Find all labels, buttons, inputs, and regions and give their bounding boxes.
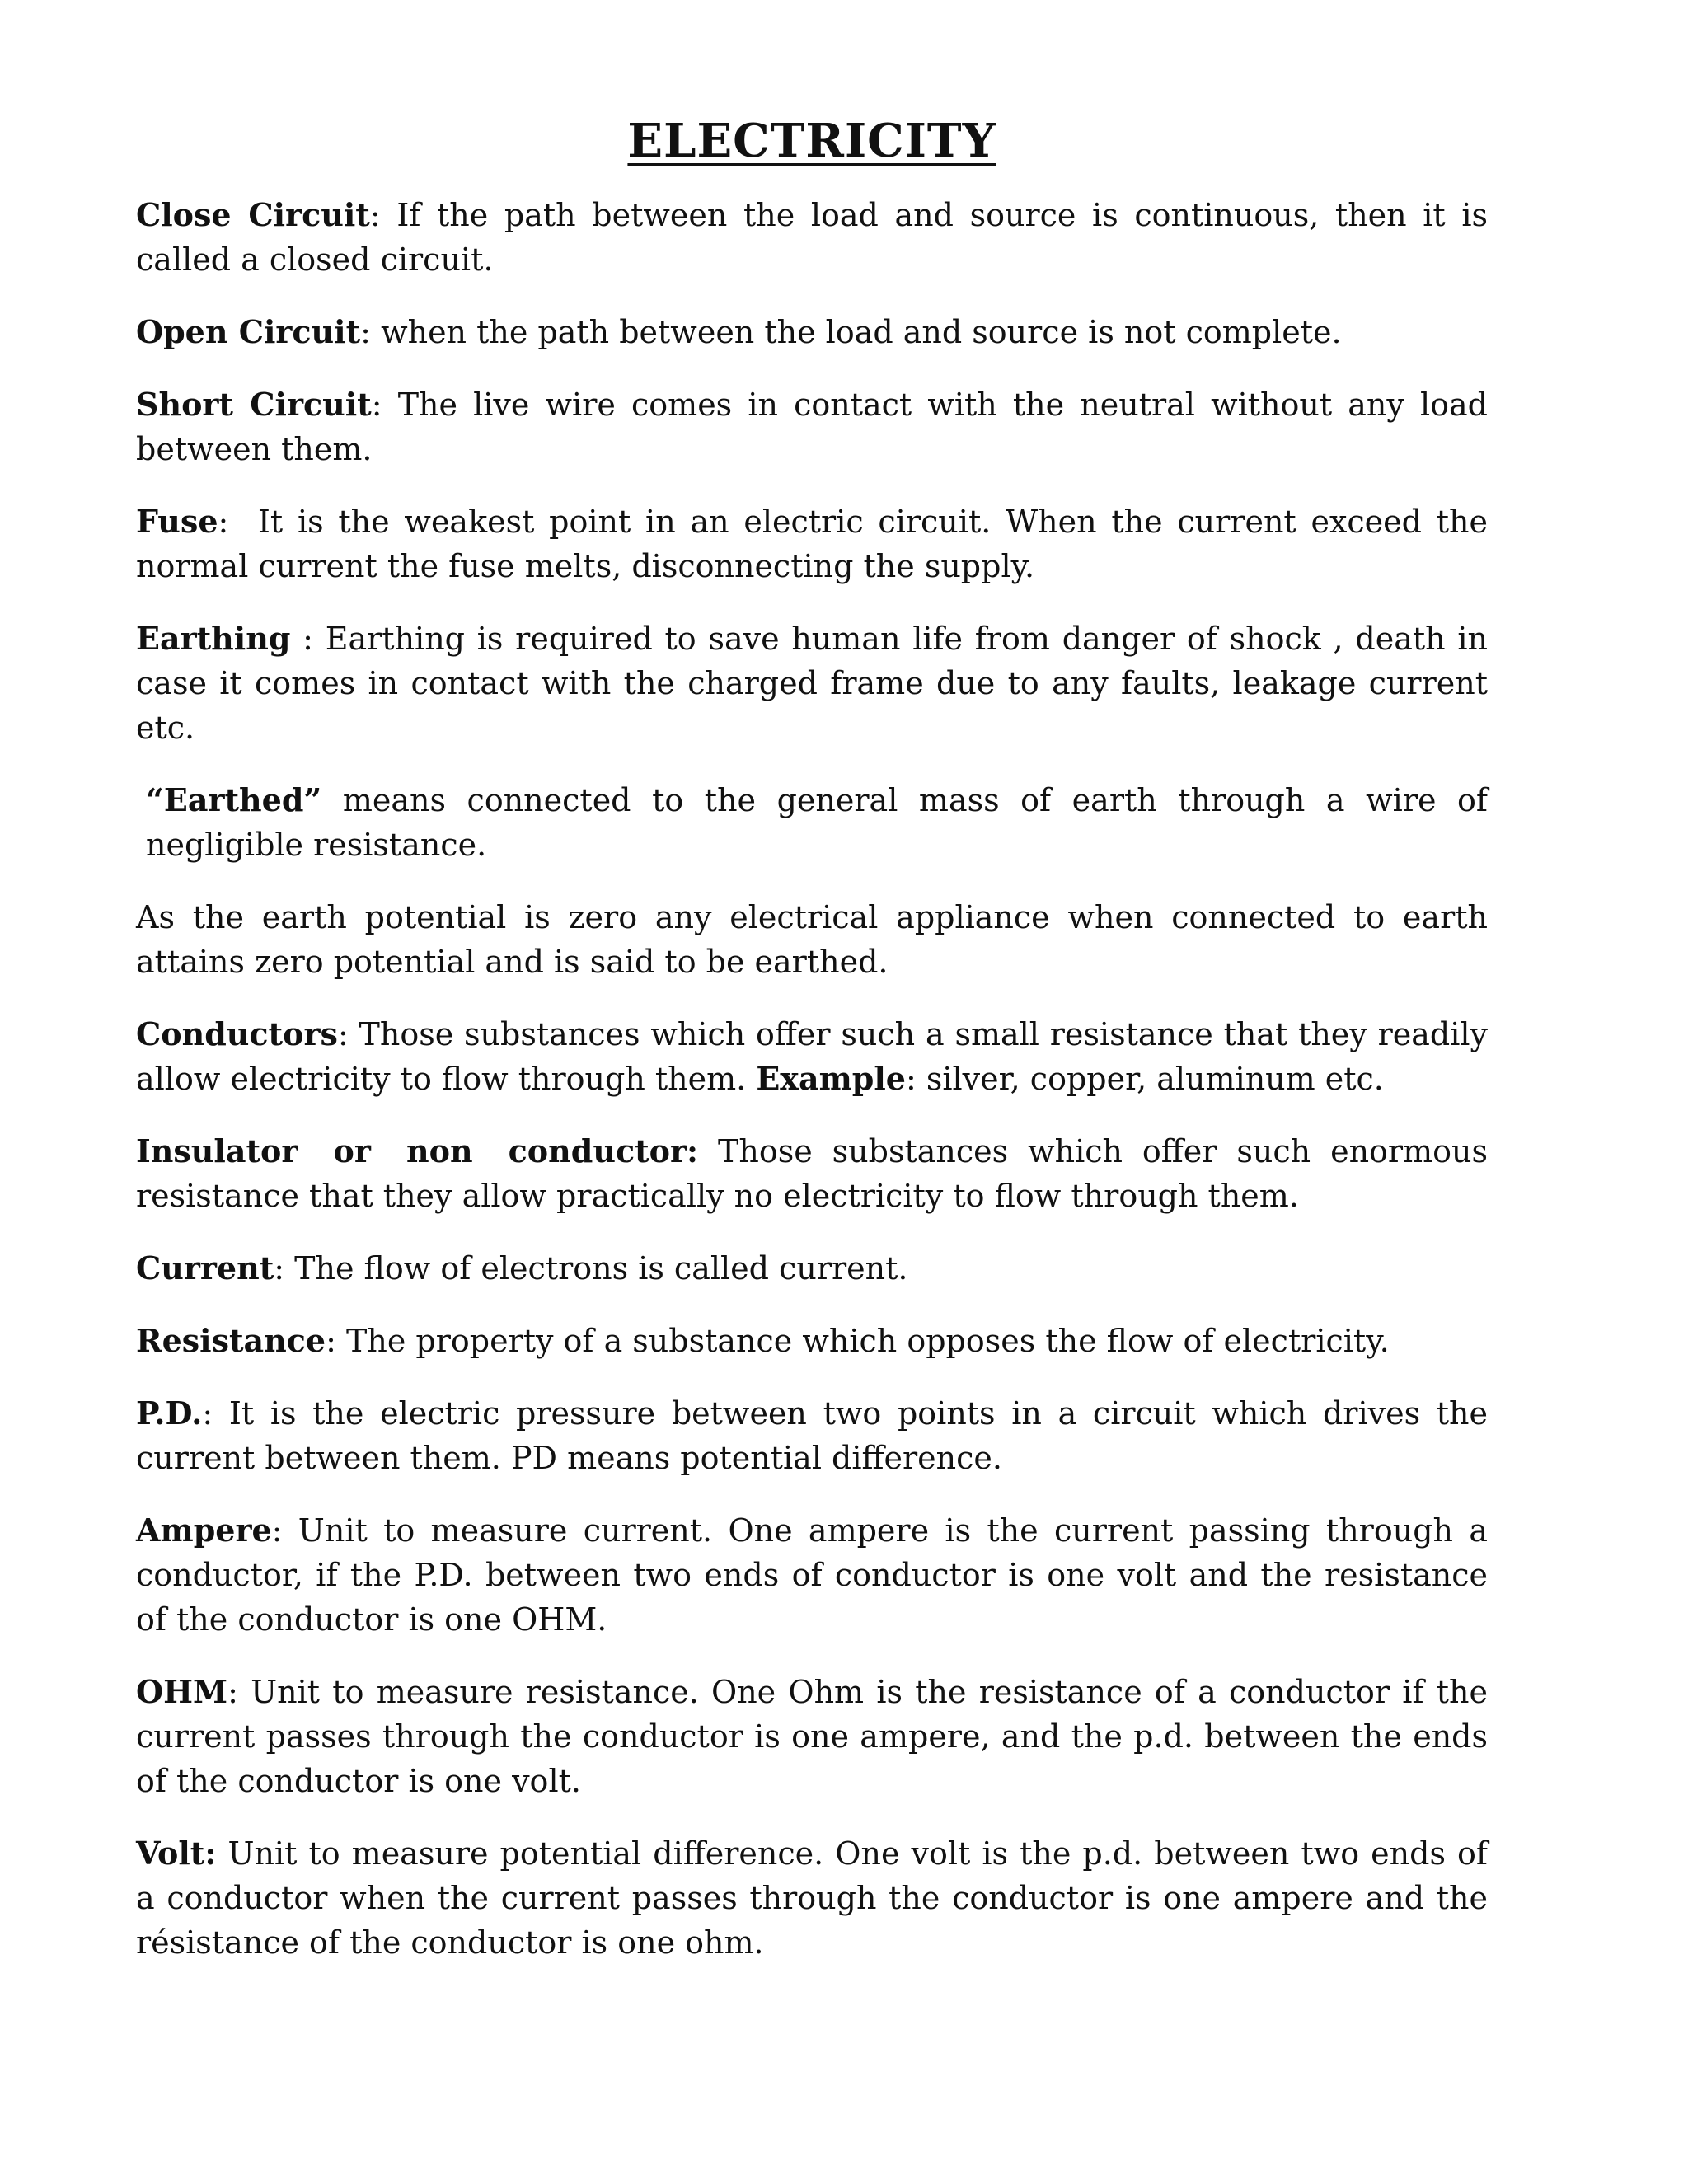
definition-term: Short Circuit: [136, 386, 372, 423]
definition-insulator: [136, 1129, 1488, 1218]
definition-term: OHM: [136, 1673, 228, 1710]
definition-close-circuit: [136, 193, 1488, 282]
paragraph-text: As the earth potential is zero any electrical appliance when connected to earth attains zero potential and is said to be earthed.: [136, 899, 1488, 980]
definition-separator: :: [369, 197, 397, 233]
example-separator: :: [905, 1061, 926, 1097]
definition-pd: [136, 1391, 1488, 1480]
definition-term: Current: [136, 1249, 274, 1286]
definition-text: It is the weakest point in an electric circuit. When the current exceed the normal current the fuse melts, disconnecting the supply.: [136, 504, 1488, 584]
definition-text: The live wire comes in contact with the neutral without any load between them.: [136, 387, 1488, 467]
definition-earthed: [136, 778, 1488, 867]
definition-term: “Earthed”: [146, 781, 322, 818]
earth-potential-paragraph: [136, 895, 1488, 984]
definition-term: Close Circuit: [136, 196, 370, 233]
definition-text: when the path between the load and source is not complete.: [381, 314, 1342, 350]
definition-resistance: [136, 1319, 1488, 1363]
definition-separator: :: [202, 1395, 229, 1432]
definition-separator: :: [371, 387, 398, 423]
definition-term: Volt:: [136, 1835, 217, 1872]
definition-text: Those substances which offer such a small resistance that they readily allow electricity to flow through them.: [136, 1016, 1488, 1097]
definition-short-circuit: [136, 382, 1488, 471]
definition-separator: :: [218, 504, 258, 540]
definition-text: Unit to measure potential difference. One volt is the p.d. between two ends of a conductor when the current passes through the conductor is one ampere and the résistance of the conductor is one ohm.: [136, 1835, 1488, 1961]
definition-term: P.D.: [136, 1394, 203, 1432]
page-title: ELECTRICITY: [627, 114, 996, 168]
definition-text: The property of a substance which opposes the flow of electricity.: [346, 1323, 1390, 1359]
definition-term: Resistance: [136, 1322, 326, 1359]
definition-separator: :: [290, 621, 326, 657]
definition-earthing: [136, 616, 1488, 750]
definition-volt: [136, 1831, 1488, 1965]
definition-current: [136, 1246, 1488, 1291]
definition-separator: :: [326, 1323, 346, 1359]
definition-term: Ampere: [136, 1511, 272, 1549]
definition-term: Fuse: [136, 503, 218, 540]
definition-text: The flow of electrons is called current.: [294, 1250, 908, 1286]
definition-separator: :: [227, 1674, 251, 1710]
definition-fuse: [136, 499, 1488, 588]
definition-separator: :: [360, 314, 382, 350]
definition-separator: [698, 1133, 718, 1169]
definition-separator: [216, 1835, 227, 1872]
example-term: Example: [756, 1060, 906, 1097]
definition-text: It is the electric pressure between two points in a circuit which drives the current between them. PD means potential difference.: [136, 1395, 1488, 1476]
definition-open-circuit: [136, 310, 1488, 354]
definition-text: Unit to measure current. One ampere is the current passing through a conductor, if the P.D. between two ends of conductor is one volt and the resistance of the conductor is one OHM.: [136, 1512, 1488, 1638]
definition-term: Insulator or non conductor:: [136, 1132, 699, 1169]
definition-text: Unit to measure resistance. One Ohm is the resistance of a conductor if the current passes through the conductor is one ampere, and the p.d. between the ends of the conductor is one volt.: [136, 1674, 1488, 1799]
definition-separator: :: [271, 1512, 298, 1549]
definition-text: means connected to the general mass of earth through a wire of negligible resistance.: [146, 782, 1488, 863]
definition-separator: [321, 782, 343, 818]
definition-term: Earthing: [136, 620, 291, 657]
definition-ohm: [136, 1670, 1488, 1803]
definition-ampere: [136, 1508, 1488, 1642]
definition-conductors: [136, 1012, 1488, 1101]
example-text: silver, copper, aluminum etc.: [926, 1061, 1384, 1097]
document-page: [136, 114, 1488, 1993]
definition-separator: :: [274, 1250, 295, 1286]
definition-separator: :: [337, 1016, 359, 1052]
definition-text: Those substances which offer such enormous resistance that they allow practically no electricity to flow through them.: [136, 1133, 1488, 1214]
definition-term: Open Circuit: [136, 313, 361, 350]
definition-term: Conductors: [136, 1015, 338, 1052]
definition-text: Earthing is required to save human life from danger of shock , death in case it comes in contact with the charged frame due to any faults, leakage current etc.: [136, 621, 1488, 746]
definition-text: If the path between the load and source is continuous, then it is called a closed circuit.: [136, 197, 1489, 278]
